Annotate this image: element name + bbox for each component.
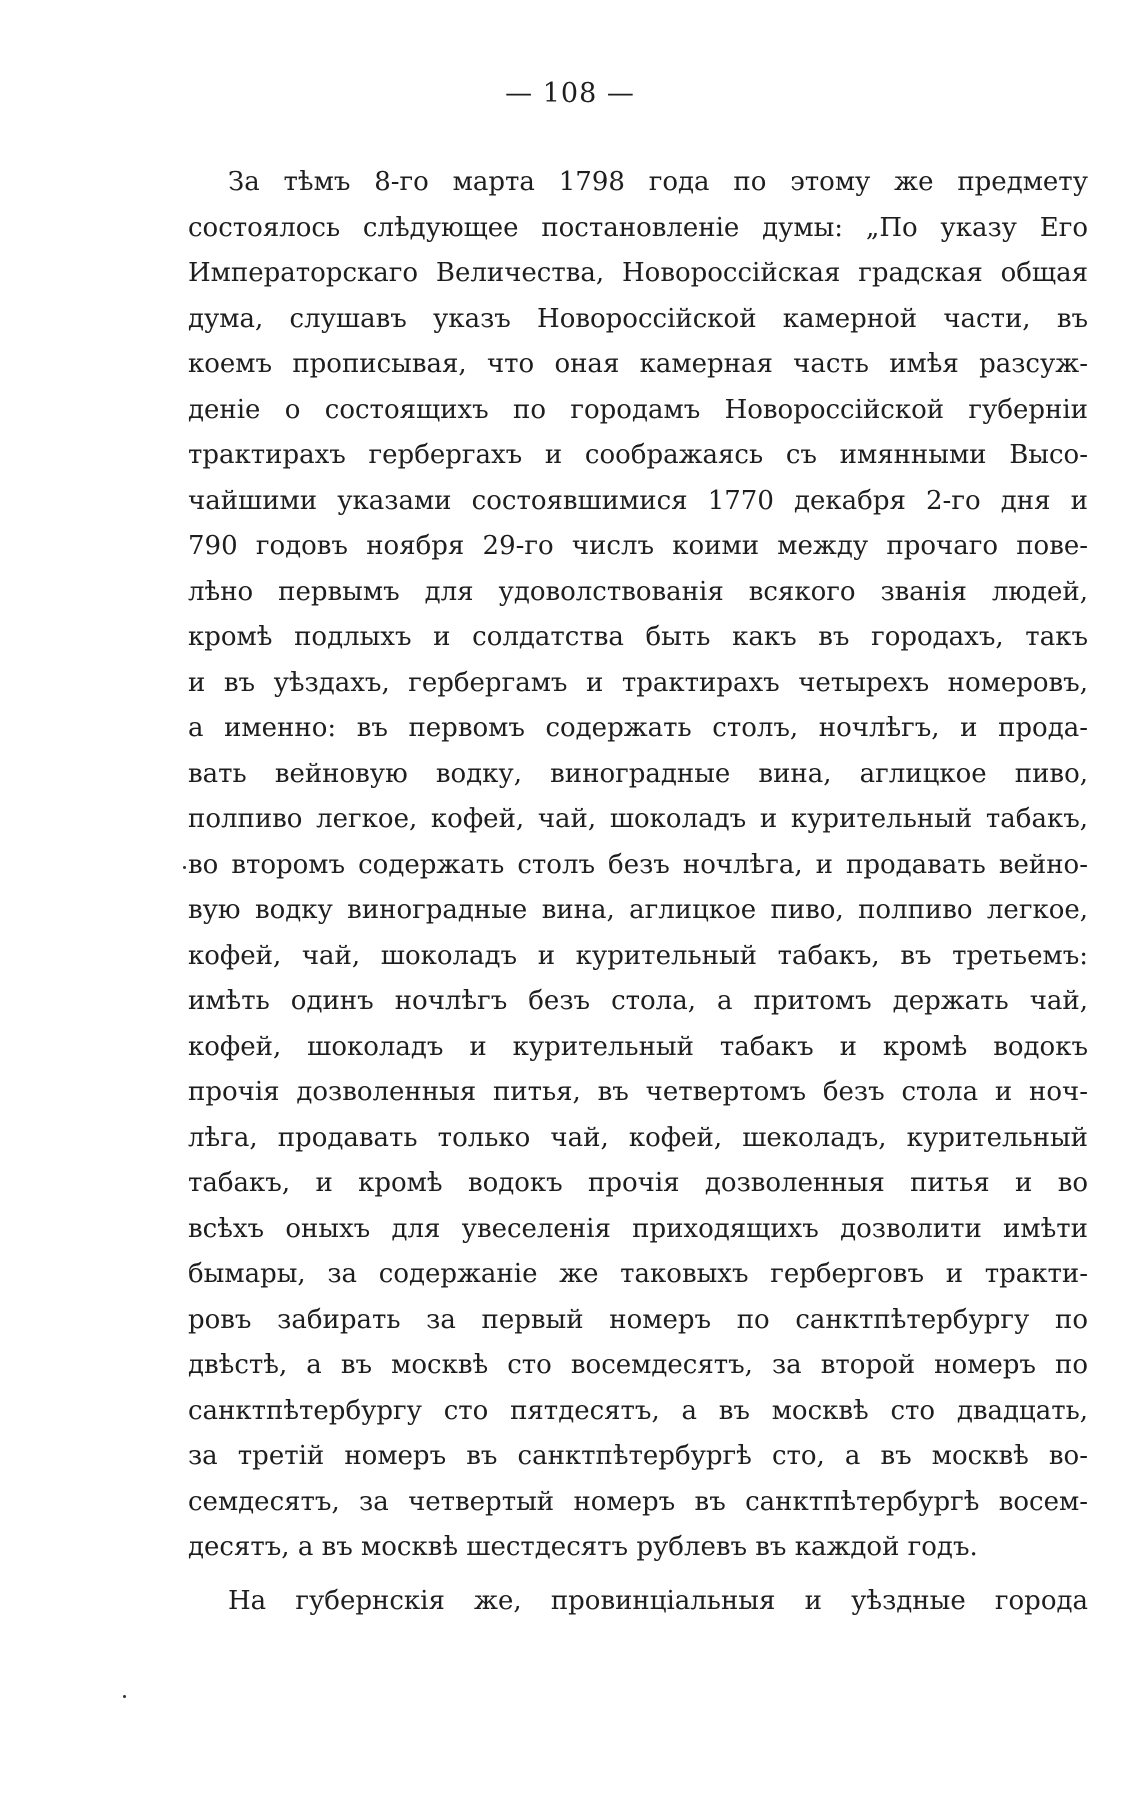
text-line: десятъ, а въ москвѣ шестдесятъ рублевъ въ каждой годъ. — [188, 1532, 978, 1562]
text-line: во второмъ содержать столъ безъ ночлѣга, и продавать вейно- — [188, 849, 1088, 880]
text-line: за третій номеръ въ санктпѣтербургѣ сто, а въ москвѣ во- — [188, 1441, 1088, 1471]
text-line: трактирахъ гербергахъ и соображаясь съ имянными Высо- — [188, 440, 1088, 470]
text-line: прочія дозволенныя питья, въ четвертомъ безъ стола и ноч- — [188, 1077, 1088, 1107]
text-line: лѣно первымъ для удоволствованія всякого званія людей, — [188, 576, 1088, 607]
text-line: 790 годовъ ноября 29-го числъ коими между прочаго пове- — [188, 531, 1088, 561]
text-line: санктпѣтербургу сто пятдесятъ, а въ москвѣ сто двадцать, — [188, 1395, 1088, 1426]
text-line: а именно: въ первомъ содержать столъ, ночлѣгъ, и прода- — [188, 713, 1088, 743]
text-line: всѣхъ оныхъ для увеселенія приходящихъ дозволити имѣти — [188, 1213, 1088, 1244]
text-line: семдесятъ, за четвертый номеръ въ санктпѣтербургѣ восем- — [188, 1486, 1088, 1517]
text-line: бымары, за содержаніе же таковыхъ герберговъ и тракти- — [188, 1259, 1088, 1289]
print-speck — [123, 1695, 126, 1698]
text-line: кофей, чай, шоколадъ и курительный табакъ, въ третьемъ: — [188, 940, 1088, 971]
page-number: — 108 — — [505, 78, 635, 109]
text-line: вать вейновую водку, виноградные вина, аглицкое пиво, — [188, 758, 1088, 789]
text-line: ровъ забирать за первый номеръ по санктпѣтербургу по — [188, 1304, 1088, 1335]
text-line: кофей, шоколадъ и курительный табакъ и кромѣ водокъ — [188, 1031, 1088, 1062]
text-line: и въ уѣздахъ, гербергамъ и трактирахъ четырехъ номеровъ, — [188, 667, 1088, 698]
text-line: табакъ, и кромѣ водокъ прочія дозволенныя питья и во — [188, 1168, 1088, 1198]
text-line: кромѣ подлыхъ и солдатства быть какъ въ городахъ, такъ — [188, 622, 1088, 652]
text-line: Императорскаго Величества, Новороссійская градская общая — [188, 258, 1088, 288]
text-line: На губернскія же, провинціальныя и уѣздные города — [228, 1585, 1088, 1616]
text-line: За тѣмъ 8-го марта 1798 года по этому же предмету — [228, 167, 1088, 197]
text-line: полпиво легкое, кофей, чай, шоколадъ и курительный табакъ, — [188, 804, 1088, 834]
text-line: дума, слушавъ указъ Новороссійской камерной части, въ — [188, 303, 1088, 334]
text-line: двѣстѣ, а въ москвѣ сто восемдесятъ, за второй номеръ по — [188, 1350, 1088, 1380]
text-line: имѣть одинъ ночлѣгъ безъ стола, а притомъ держать чай, — [188, 986, 1088, 1016]
text-line: состоялось слѣдующее постановленіе думы: „По указу Его — [188, 212, 1088, 243]
text-line: вую водку виноградные вина, аглицкое пиво, полпиво легкое, — [188, 895, 1088, 925]
body-text — [188, 160, 1088, 1624]
print-speck — [183, 866, 186, 869]
text-line: лѣга, продавать только чай, кофей, шеколадъ, курительный — [188, 1122, 1088, 1153]
text-line: коемъ прописывая, что оная камерная часть имѣя разсуж- — [188, 349, 1088, 379]
text-line: чайшими указами состоявшимися 1770 декабря 2-го дня и — [188, 485, 1088, 516]
text-line: деніе о состоящихъ по городамъ Новороссійской губерніи — [188, 394, 1088, 425]
